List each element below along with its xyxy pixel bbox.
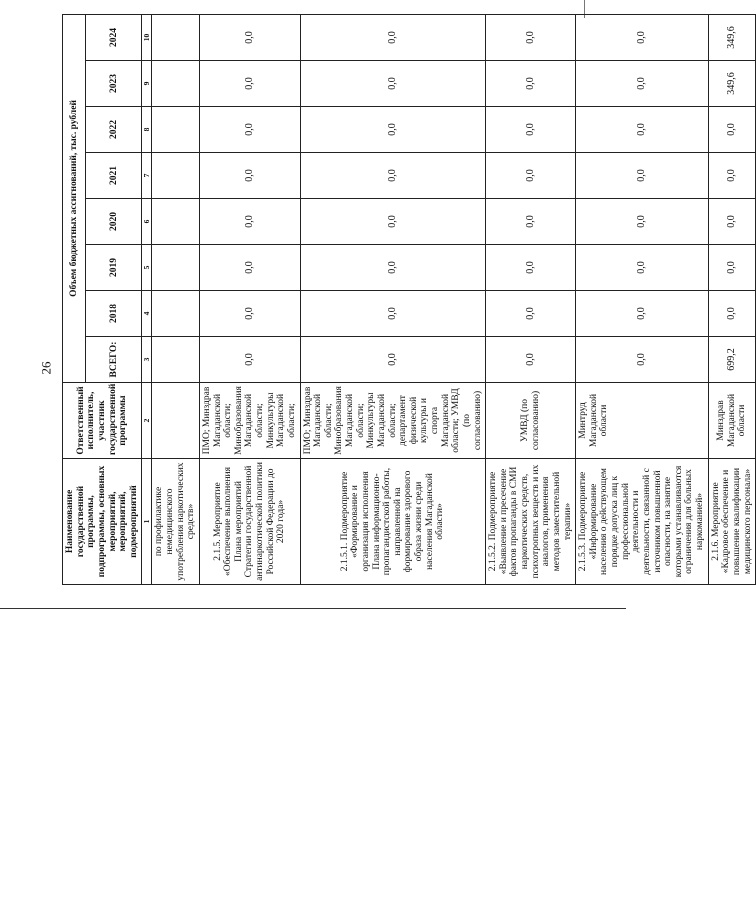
row-value: 0,0 [300,291,486,337]
row-value: 0,0 [486,291,576,337]
header-year: 2019 [86,245,142,291]
header-program-name: Наименование государственной программы, подпрограммы, основных мероприятий, мероприятий, подмероприятий [63,459,142,585]
scan-divider-line [0,608,626,609]
row-value [152,61,200,107]
row-value: 0,0 [576,107,709,153]
row-value-total [152,337,200,383]
column-number: 6 [142,199,152,245]
row-program-name: 2.1.5.1. Подмероприятие «Формирование и организация исполнения Плана информационно-пропагандистской работы, направленной на формирование здорового образа жизни среди населения Магаданской области» [300,459,486,585]
row-value: 0,0 [300,153,486,199]
header-year: 2023 [86,61,142,107]
row-value-total: 0,0 [576,337,709,383]
header-year: 2020 [86,199,142,245]
page-number: 26 [38,361,54,375]
table-row [152,14,200,584]
row-value: 0,0 [486,245,576,291]
row-value [152,245,200,291]
row-value: 0,0 [576,153,709,199]
row-value: 0,0 [708,153,756,199]
row-executor: Минтруд Магаданской области [576,383,709,459]
header-executor: Ответственный исполнитель, участник государственной программы [63,383,142,459]
row-value: 0,0 [300,61,486,107]
row-value-total: 699,2 [708,337,756,383]
row-executor: УМВД (по согласованию) [486,383,576,459]
row-value: 0,0 [199,61,300,107]
row-value: 0,0 [486,107,576,153]
row-program-name: по профилактике немедицинского употребления наркотических средств» [152,459,200,585]
column-number: 10 [142,14,152,60]
row-value: 0,0 [199,107,300,153]
row-value: 0,0 [300,199,486,245]
row-value-total: 0,0 [300,337,486,383]
row-value: 0,0 [576,14,709,60]
row-program-name: 2.1.5. Мероприятие «Обеспечение выполнения Плана мероприятий Стратегии государственной антинаркотической политики Российской Федерации до 2020 года» [199,459,300,585]
header-year: 2022 [86,107,142,153]
table-row [708,14,756,584]
column-number-row [142,14,152,584]
row-value [152,14,200,60]
column-number: 9 [142,61,152,107]
row-value: 0,0 [486,14,576,60]
header-year: 2024 [86,14,142,60]
row-program-name: 2.1.5.3. Подмероприятие «Информирование населения о действующем порядке допуска лиц к профессиональной деятельности и деятельности, связанной с источником повышенной опасности, на занятие которыми устанавливаются ограничения для больных наркоманией» [576,459,709,585]
row-value: 0,0 [300,14,486,60]
row-value [152,199,200,245]
row-value: 0,0 [300,107,486,153]
row-value: 0,0 [199,14,300,60]
row-executor: ПМО; Минздрав Магаданской области; Минобразования Магаданской области; Минкультуры Магаданской области; [199,383,300,459]
header-total: ВСЕГО: [86,337,142,383]
row-value [152,153,200,199]
table-row [300,14,486,584]
rotated-table-wrapper [62,15,753,585]
column-number: 1 [142,459,152,585]
row-value: 349,6 [708,14,756,60]
row-value: 0,0 [708,245,756,291]
row-value: 0,0 [199,245,300,291]
header-budget-group: Объем бюджетных ассигнований, тыс. рублей [63,14,86,382]
row-program-name: 2.1.6. Мероприятие «Кадровое обеспечение и повышение квалификации медицинского персонала» [708,459,756,585]
column-number: 8 [142,107,152,153]
row-value: 0,0 [300,245,486,291]
row-value: 0,0 [199,199,300,245]
row-value: 0,0 [576,61,709,107]
row-program-name: 2.1.5.2. Подмероприятие «Выявление и пресечение фактов пропаганды в СМИ наркотических средств, психотропных веществ и их аналогов, применения методов заместительной терапии» [486,459,576,585]
table-row [576,14,709,584]
row-value [152,291,200,337]
row-value: 0,0 [199,291,300,337]
table-row [486,14,576,584]
row-value: 0,0 [486,153,576,199]
row-value-total: 0,0 [486,337,576,383]
column-number: 2 [142,383,152,459]
row-value-total: 0,0 [199,337,300,383]
row-value: 0,0 [708,107,756,153]
header-year: 2021 [86,153,142,199]
row-value: 0,0 [576,245,709,291]
column-number: 3 [142,337,152,383]
row-value: 0,0 [486,61,576,107]
row-value: 0,0 [199,153,300,199]
column-number: 4 [142,291,152,337]
row-value: 0,0 [576,291,709,337]
table-row [199,14,300,584]
row-value: 0,0 [486,199,576,245]
row-value [152,107,200,153]
row-executor: ПМО; Минздрав Магаданской области; Минобразования Магаданской области; Минкультуры Магаданской области; департамент физической культуры и спорта Магаданской области; УМВД (по согласованию) [300,383,486,459]
row-value: 0,0 [708,199,756,245]
budget-allocation-table [62,14,756,585]
row-value: 0,0 [708,291,756,337]
row-executor [152,383,200,459]
column-number: 5 [142,245,152,291]
row-value: 349,6 [708,61,756,107]
row-executor: Минздрав Магаданской области [708,383,756,459]
header-year: 2018 [86,291,142,337]
column-number: 7 [142,153,152,199]
row-value: 0,0 [576,199,709,245]
